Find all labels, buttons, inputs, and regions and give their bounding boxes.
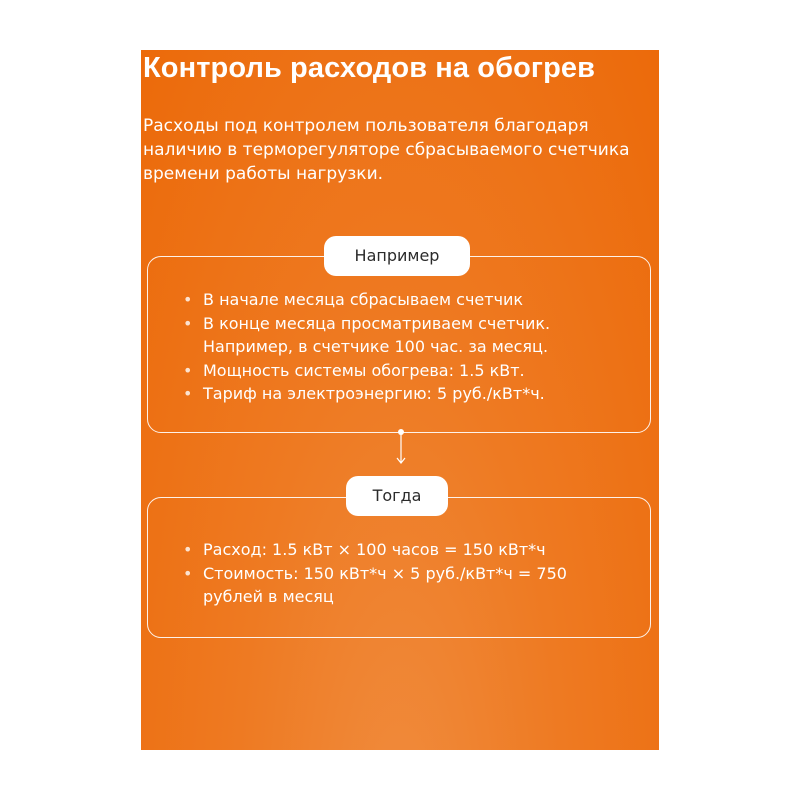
example-list — [183, 288, 623, 406]
list-item: • Тариф на электроэнергию: 5 руб./кВт*ч. — [183, 382, 623, 406]
info-panel — [141, 50, 659, 750]
list-item: • В начале месяца сбрасываем счетчик — [183, 288, 623, 312]
result-list — [183, 538, 623, 609]
example-label: Например — [324, 236, 470, 276]
down-arrow-icon — [394, 428, 408, 468]
page-subtitle: Расходы под контролем пользователя благодаря наличию в терморегуляторе сбрасываемого счетчика времени работы нагрузки. — [143, 116, 630, 184]
list-item: • Расход: 1.5 кВт × 100 часов = 150 кВт*ч — [183, 538, 623, 562]
list-item: • Стоимость: 150 кВт*ч × 5 руб./кВт*ч = 750 рублей в месяц — [183, 562, 623, 609]
list-item: • В конце месяца просматриваем счетчик. Например, в счетчике 100 час. за месяц. — [183, 312, 623, 359]
page-title: Контроль расходов на обогрев — [143, 52, 596, 84]
list-item: • Мощность системы обогрева: 1.5 кВт. — [183, 359, 623, 383]
result-label: Тогда — [346, 476, 448, 516]
